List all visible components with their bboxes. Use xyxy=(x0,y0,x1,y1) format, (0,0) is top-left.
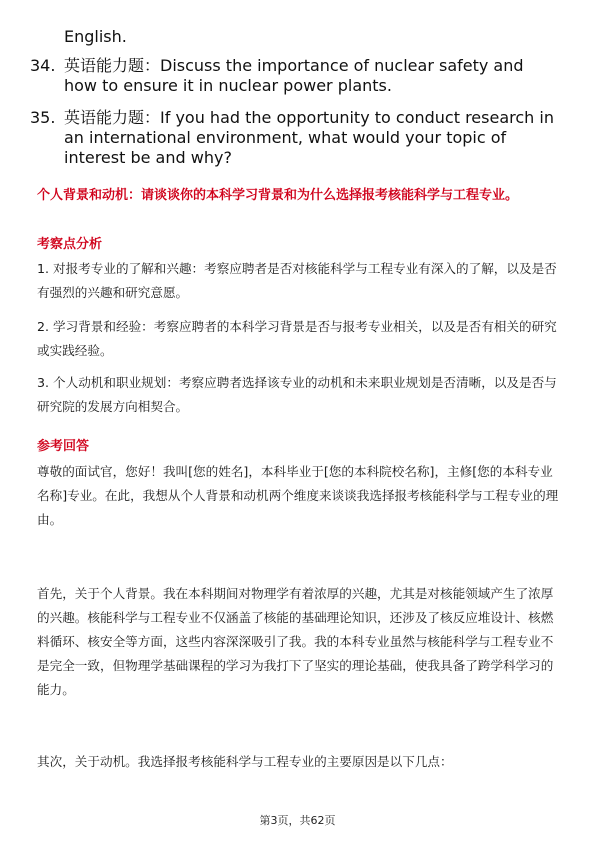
section-title: 个人背景和动机：请谈谈你的本科学习背景和为什么选择报考核能科学与工程专业。 xyxy=(37,188,519,203)
answer-paragraph: 其次，关于动机。我选择报考核能科学与工程专业的主要原因是以下几点： xyxy=(37,754,453,769)
answer-paragraph: 尊敬的面试官，您好！我叫[您的姓名]，本科毕业于[您的本科院校名称]，主修[您的本科专业名称]专业。在此，我想从个人背景和动机两个维度来谈谈我选择报考核能科学与工程专业的理由。 xyxy=(37,464,559,527)
question-number: 34. xyxy=(30,56,56,75)
question-text: 英语能力题：Discuss the importance of nuclear safety and how to ensure it in nuclear power plants. xyxy=(64,56,524,95)
answer-paragraph: 首先，关于个人背景。我在本科期间对物理学有着浓厚的兴趣，尤其是对核能领域产生了浓厚的兴趣。核能科学与工程专业不仅涵盖了核能的基础理论知识，还涉及了核反应堆设计、核燃料循环、核安全等方面，这些内容深深吸引了我。我的本科专业虽然与核能科学与工程专业不是完全一致，但物理学基础课程的学习为我打下了坚实的理论基础，使我具备了跨学科学习的能力。 xyxy=(37,586,554,697)
analysis-item: 3. 个人动机和职业规划：考察应聘者选择该专业的动机和未来职业规划是否清晰，以及是否与研究院的发展方向相契合。 xyxy=(37,375,557,414)
answer-heading: 参考回答 xyxy=(37,439,90,454)
analysis-item: 2. 学习背景和经验：考察应聘者的本科学习背景是否与报考专业相关，以及是否有相关的研究或实践经验。 xyxy=(37,319,557,358)
question-number: 35. xyxy=(30,108,56,127)
question-text: 英语能力题：If you had the opportunity to conduct research in an international environment, what would your topic of interest be and why? xyxy=(64,108,554,167)
analysis-item: 1. 对报考专业的了解和兴趣：考察应聘者是否对核能科学与工程专业有深入的了解，以及是否有强烈的兴趣和研究意愿。 xyxy=(37,261,557,300)
page-footer: 第3页，共62页 xyxy=(259,814,336,827)
question-continuation: English. xyxy=(64,27,127,46)
analysis-heading: 考察点分析 xyxy=(37,237,103,252)
